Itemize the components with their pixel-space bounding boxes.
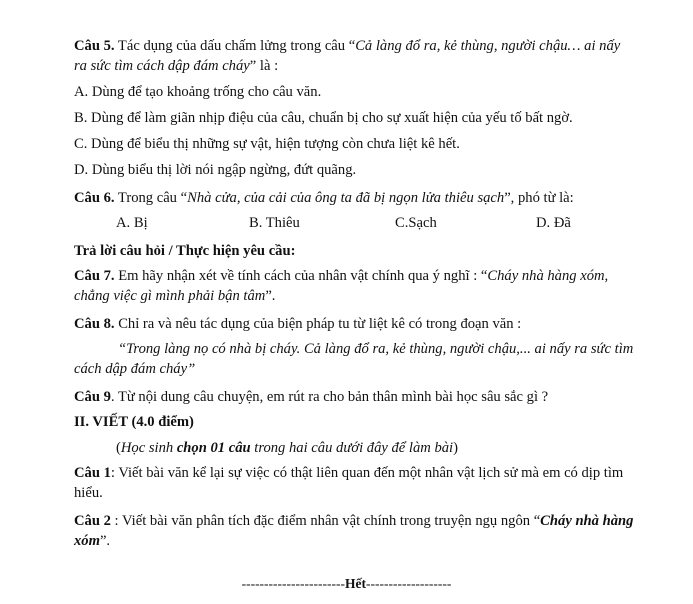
instruction: [74, 438, 634, 458]
option-d: D. Dùng biểu thị lời nói ngập ngừng, đứt quãng.: [74, 162, 357, 178]
paren-open: (: [116, 440, 121, 456]
quote-text: “Trong làng nọ có nhà bị cháy. Cả làng đổ ra, kẻ thùng, người chậu,... ai nấy ra sức tìm cách dập đám cháy”: [74, 341, 634, 377]
question-text-end: ”.: [99, 533, 111, 549]
question-quote: Nhà cửa, của cải của ông ta đã bị ngọn lửa thiêu sạch: [187, 190, 505, 206]
option-c: C. Dùng để biểu thị những sự vật, hiện tượng còn chưa liệt kê hết.: [74, 136, 460, 152]
question-text-end: ”.: [265, 288, 276, 304]
question-quote: Cả làng đổ ra, kẻ thùng, người chậu… ai nấy ra sức tìm cách dập đám cháy: [74, 38, 621, 74]
question-5: [74, 36, 634, 76]
question-text: : Viết bài văn kể lại sự việc có thật liên quan đến một nhân vật lịch sử mà em có dịp tìm hiểu.: [74, 465, 624, 501]
question-label: Câu 8.: [74, 316, 115, 332]
section-heading-write: [74, 412, 634, 432]
question-label: Câu 6.: [74, 190, 115, 206]
writing-question-2: [74, 511, 634, 551]
option-a: A. Bị: [116, 215, 148, 231]
writing-question-1: [74, 463, 634, 503]
question-8-quote: [74, 339, 634, 379]
question-text: Em hãy nhận xét về tính cách của nhân vật chính qua ý nghĩ : “: [114, 268, 488, 284]
option-c: C.Sạch: [395, 215, 437, 231]
instruction-text: Học sinh: [120, 440, 177, 456]
end-marker: [0, 574, 693, 594]
section-heading-text: II. VIẾT (4.0 điểm): [74, 414, 194, 430]
question-6-options: [74, 213, 634, 233]
question-label: Câu 1: [74, 465, 111, 481]
question-text-end: ”, phó từ là:: [504, 190, 574, 206]
question-9: [74, 387, 634, 407]
option-d: D. Đã: [536, 215, 571, 231]
question-label: Câu 2: [74, 513, 111, 529]
question-text: Tác dụng của dấu chấm lửng trong câu “: [114, 38, 356, 54]
exam-page: [74, 36, 634, 551]
option-a: A. Dùng để tạo khoảng trống cho câu văn.: [74, 84, 322, 100]
question-label: Câu 5.: [74, 38, 115, 54]
question-quote: Cháy nhà hàng xóm, chẳng việc gì mình phải bận tâm: [74, 268, 609, 304]
instruction-text: trong hai câu dưới đây để làm bài: [250, 440, 454, 456]
paren-close: ): [453, 440, 458, 456]
dash-line: -------------------: [365, 576, 452, 591]
question-label: Câu 7.: [74, 268, 115, 284]
section-heading-answer: [74, 241, 634, 261]
instruction-emphasis: chọn 01 câu: [176, 440, 251, 456]
dash-line: -----------------------: [241, 576, 345, 591]
question-8: [74, 314, 634, 334]
end-word: Hết: [344, 576, 366, 591]
question-text: Chỉ ra và nêu tác dụng của biện pháp tu từ liệt kê có trong đoạn văn :: [114, 316, 522, 332]
question-text: Trong câu “: [114, 190, 188, 206]
question-6: [74, 188, 634, 208]
question-text-end: ” là :: [249, 58, 279, 74]
section-heading-text: Trả lời câu hỏi / Thực hiện yêu cầu:: [74, 243, 296, 259]
option-b: B. Dùng để làm giãn nhịp điệu của câu, chuẩn bị cho sự xuất hiện của yếu tố bất ngờ.: [74, 110, 573, 126]
question-text: : Viết bài văn phân tích đặc điểm nhân vật chính trong truyện ngụ ngôn “: [110, 513, 541, 529]
option-b: B. Thiêu: [249, 215, 300, 231]
question-text: . Từ nội dung câu chuyện, em rút ra cho bản thân mình bài học sâu sắc gì ?: [110, 389, 549, 405]
question-7: [74, 266, 634, 306]
story-title: Cháy nhà hàng xóm: [74, 513, 634, 549]
question-label: Câu 9: [74, 389, 111, 405]
